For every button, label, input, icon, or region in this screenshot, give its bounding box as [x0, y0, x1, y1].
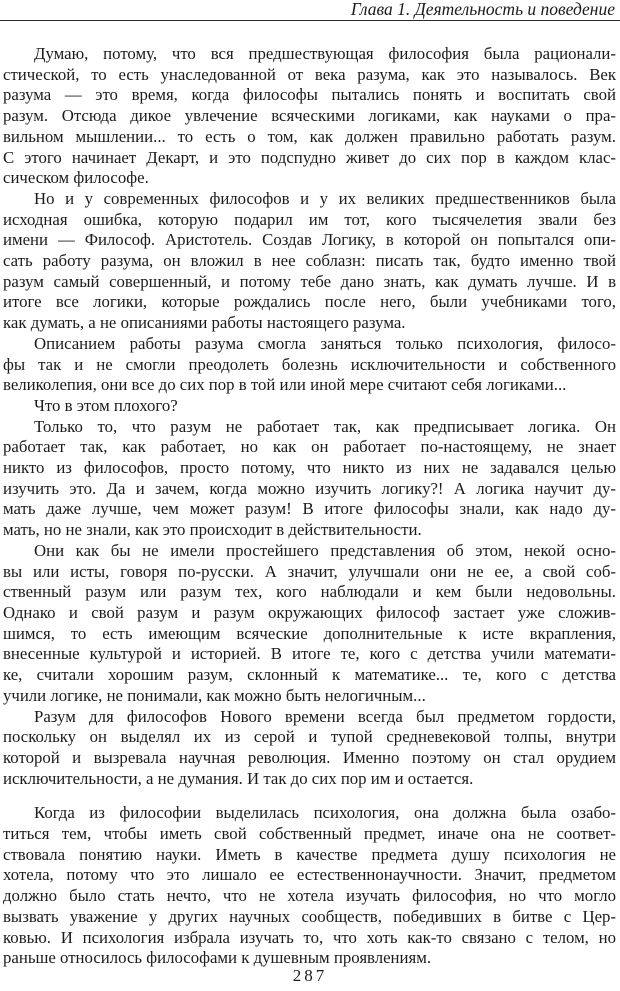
- text-line: шимся, то есть имеющим всяческие дополнительные к исте вкрапления,: [3, 623, 616, 643]
- text-line: сать работу разума, он вложил в нее соблазн: писать так, будто именно твой: [3, 251, 616, 271]
- text-line: изучить это. Да и зачем, когда можно изучить логику?! А логика научит ду-: [3, 478, 616, 498]
- text-line: как думать, а не описаниями работы настоящего разума.: [3, 313, 406, 333]
- text-line: Но и у современных философов и у их великих предшественников была: [34, 188, 616, 208]
- text-line: учили логике, не понимали, как можно быть нелогичным...: [3, 685, 426, 705]
- paragraph: [3, 803, 616, 969]
- text-line: которой и вызревала научная революция. Именно поэтому он стал орудием: [3, 747, 616, 767]
- paragraph: [3, 189, 616, 334]
- text-line: разум. Отсюда дикое увлечение всяческими логиками, как науками о пра-: [3, 106, 616, 126]
- text-line: поскольку он выделял их из серой и тупой средневековой толпы, внутри: [3, 727, 616, 747]
- text-line: великолепия, они все до сих пор в той или иной мере считают себя логиками...: [3, 375, 567, 395]
- paragraph: [3, 417, 616, 541]
- text-line: Когда из философии выделилась психология, она должна была озабо-: [34, 803, 616, 823]
- header-rule: [0, 20, 620, 21]
- paragraph: [3, 707, 616, 790]
- text-line: Что в этом плохого?: [34, 395, 178, 415]
- text-line: никто из философов, просто потому, что никто из них не задавался целью: [3, 458, 616, 478]
- text-line: вильном мышлении... то есть о том, как должен правильно работать разум.: [3, 126, 616, 146]
- text-line: хотела, потому что это лишало ее естественнонаучности. Значит, предметом: [3, 865, 616, 885]
- text-line: итоге все логики, которые рождались после него, были учебниками того,: [3, 292, 616, 312]
- text-line: должно было стать нечто, что не хотела изучать философия, но что могло: [3, 886, 616, 906]
- running-head: [0, 0, 615, 19]
- page-footer: [0, 966, 620, 986]
- text-line: Описанием работы разума смогла заняться только психология, филосо-: [34, 333, 616, 353]
- text-line: ствовала понятию науки. Иметь в качестве предмета душу психология не: [3, 844, 616, 864]
- paragraph: [3, 44, 616, 189]
- text-line: Только то, что разум не работает так, как предписывает логика. Он: [34, 416, 616, 436]
- page-number: 287: [292, 966, 328, 985]
- text-line: раньше относилось философами к душевным проявлениям.: [3, 948, 432, 968]
- text-line: вы или исты, говоря по-русски. А значит, улучшали они не ее, а свой соб-: [3, 561, 616, 581]
- text-line: Однако и свой разум и разум окружающих философ застает уже сложив-: [3, 602, 616, 622]
- text-line: сическом философе.: [3, 168, 149, 188]
- text-line: фы так и не смогли преодолеть болезнь исключительности и собственного: [3, 354, 616, 374]
- text-line: титься тем, чтобы иметь свой собственный предмет, иначе она не соответ-: [3, 824, 616, 844]
- text-line: Думаю, потому, что вся предшествующая философия была рационали-: [34, 44, 616, 63]
- text-line: исходная ошибка, которую подарил им тот, кого тысячелетия звали без: [3, 209, 616, 229]
- chapter-title: Глава 1. Деятельность и поведение: [350, 0, 615, 19]
- text-line: имени — Философ. Аристотель. Создав Логику, в которой он попытался опи-: [3, 230, 616, 250]
- text-line: ковью. И психология избрала изучать то, что хоть как-то связано с телом, но: [3, 927, 616, 947]
- paragraph: [3, 334, 616, 396]
- text-line: внесенные культурой и историей. В итоге те, кого с детства учили математи-: [3, 644, 616, 664]
- text-line: Разум для философов Нового времени всегда был предметом гордости,: [34, 706, 616, 726]
- text-line: исключительности, а не думания. И так до сих пор им и остается.: [3, 768, 474, 788]
- text-line: работает так, как работает, но как он работает по-настоящему, не знает: [3, 437, 616, 457]
- paragraph: [3, 396, 616, 417]
- text-line: мать даже лучше, чем может разум! В итоге философы знали, как надо ду-: [3, 499, 616, 519]
- text-line: ке, считали хорошим разум, склонный к математике... те, кого с детства: [3, 665, 616, 685]
- text-line: разум самый совершенный, и потому тебе дано знать, как думать лучше. И в: [3, 271, 616, 291]
- paragraph: [3, 541, 616, 707]
- body-text: [3, 44, 616, 969]
- text-line: разума — это время, когда философы пытались понять и воспитать свой: [3, 85, 616, 105]
- text-line: С этого начинает Декарт, и это подспудно живет до сих пор в каждом клас-: [3, 147, 616, 167]
- text-line: ственный разум или разум тех, кого наблюдали и кем были недовольны.: [3, 582, 616, 602]
- text-line: стической, то есть унаследованной от века разума, как это называлось. Век: [3, 64, 616, 84]
- text-line: мать, но не знали, как это происходит в действительности.: [3, 520, 422, 540]
- text-line: Они как бы не имели простейшего представления об этом, некой осно-: [34, 540, 616, 560]
- text-line: вызвать уважение у других научных сообществ, победивших в битве с Цер-: [3, 906, 616, 926]
